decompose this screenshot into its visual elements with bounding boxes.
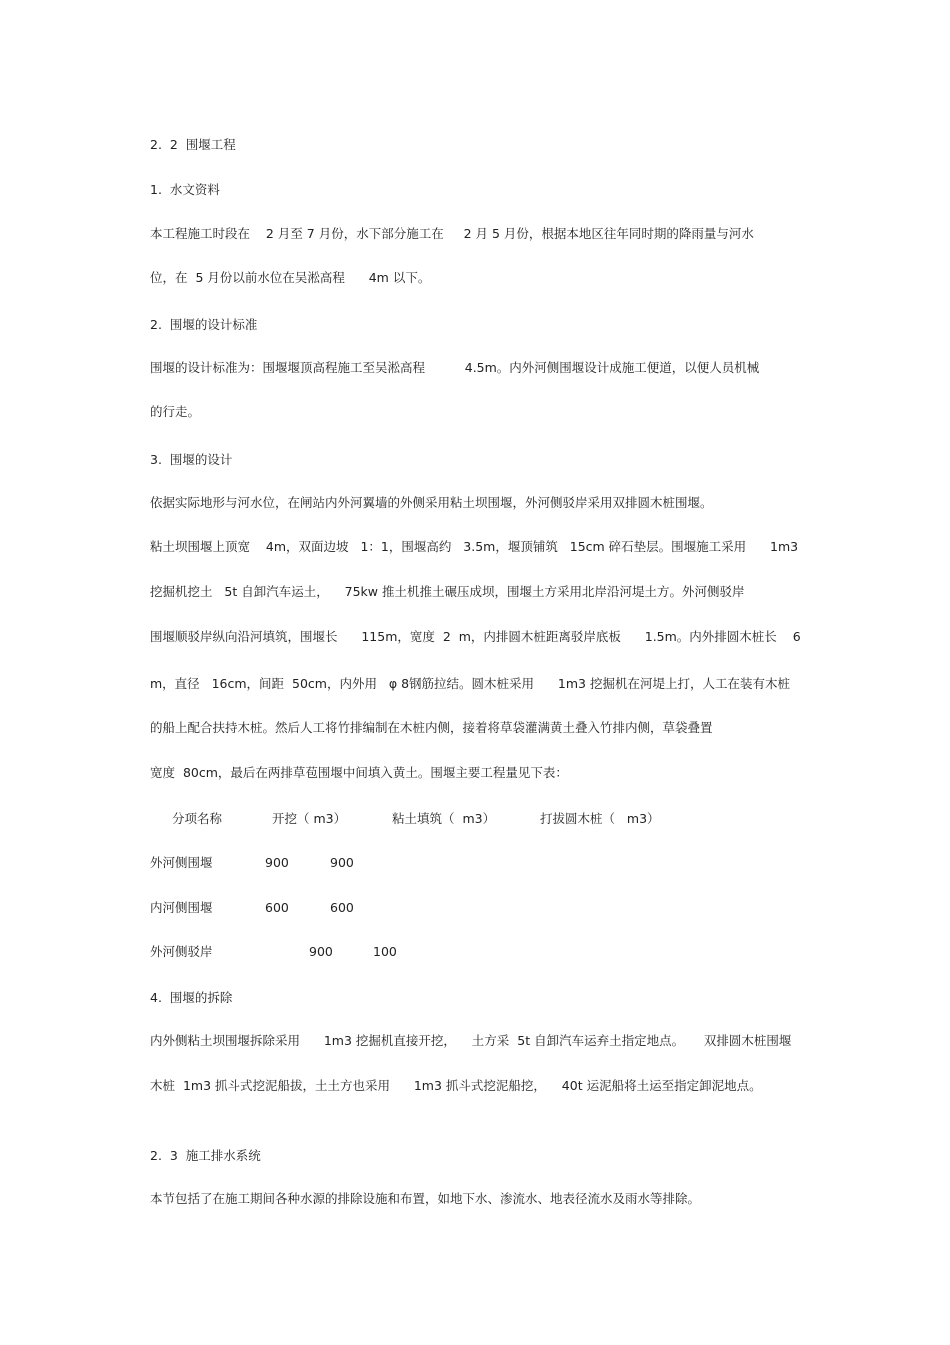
subheading: 2. 围堰的设计标准 [150,317,258,332]
row-value: 900 [309,944,333,959]
subheading: 1. 水文资料 [150,182,220,197]
paragraph-line: 本节包括了在施工期间各种水源的排除设施和布置，如地下水、渗流水、地表径流水及雨水等排除。 [150,1191,701,1206]
header-cell: 分项名称 [172,811,223,826]
row-value: 600 [265,900,289,915]
paragraph-line: 粘土坝围堰上顶宽 4m，双面边坡 1：1，围堰高约 3.5m，堰顶铺筑 15cm 碎石垫层。围堰施工采用 1m3 [150,539,799,554]
section-heading: 2. 3 施工排水系统 [150,1148,261,1163]
row-label: 内河侧围堰 [150,900,213,915]
paragraph-line: 宽度 80cm，最后在两排草苞围堰中间填入黄土。围堰主要工程量见下表： [150,765,568,780]
paragraph-line: 的行走。 [150,404,201,419]
paragraph-line: 位，在 5 月份以前水位在吴淞高程 4m 以下。 [150,270,431,285]
paragraph-line: m，直径 16cm，间距 50cm，内外用 φ 8钢筋拉结。圆木桩采用 1m3 挖掘机在河堤上打，人工在装有木桩 [150,676,790,691]
section-heading: 2. 2 围堰工程 [150,137,236,152]
header-cell: 打拔圆木桩（ m3） [540,811,660,826]
header-cell: 粘土填筑（ m3） [392,811,496,826]
paragraph-line: 木桩 1m3 抓斗式挖泥船拔，土土方也采用 1m3 抓斗式挖泥船挖， 40t 运泥船将土运至指定卸泥地点。 [150,1078,762,1093]
paragraph-line: 围堰的设计标准为：围堰堰顶高程施工至吴淞高程 4.5m。内外河侧围堰设计成施工便道，以便人员机械 [150,360,760,375]
paragraph-line: 的船上配合扶持木桩。然后人工将竹排编制在木桩内侧，接着将草袋灌满黄土叠入竹排内侧，草袋叠置 [150,720,713,735]
paragraph-line: 依据实际地形与河水位，在闸站内外河翼墙的外侧采用粘土坝围堰，外河侧驳岸采用双排圆木桩围堰。 [150,495,713,510]
subheading: 4. 围堰的拆除 [150,990,233,1005]
paragraph-line: 内外侧粘土坝围堰拆除采用 1m3 挖掘机直接开挖， 土方采 5t 自卸汽车运弃土指定地点。 双排圆木桩围堰 [150,1033,792,1048]
paragraph-line: 挖掘机挖土 5t 自卸汽车运土， 75kw 推土机推土碾压成坝，围堰土方采用北岸沿河堤土方。外河侧驳岸 [150,584,745,599]
row-value: 900 [265,855,289,870]
row-value: 900 [330,855,354,870]
header-cell: 开挖（ m3） [272,811,347,826]
row-value: 600 [330,900,354,915]
paragraph-line: 本工程施工时段在 2 月至 7 月份，水下部分施工在 2 月 5 月份，根据本地区往年同时期的降雨量与河水 [150,226,754,241]
subheading: 3. 围堰的设计 [150,452,233,467]
row-label: 外河侧围堰 [150,855,213,870]
row-label: 外河侧驳岸 [150,944,213,959]
row-value: 100 [373,944,397,959]
paragraph-line: 围堰顺驳岸纵向沿河填筑，围堰长 115m，宽度 2 m，内排圆木桩距离驳岸底板 1.5m。内外排圆木桩长 6 [150,629,801,644]
